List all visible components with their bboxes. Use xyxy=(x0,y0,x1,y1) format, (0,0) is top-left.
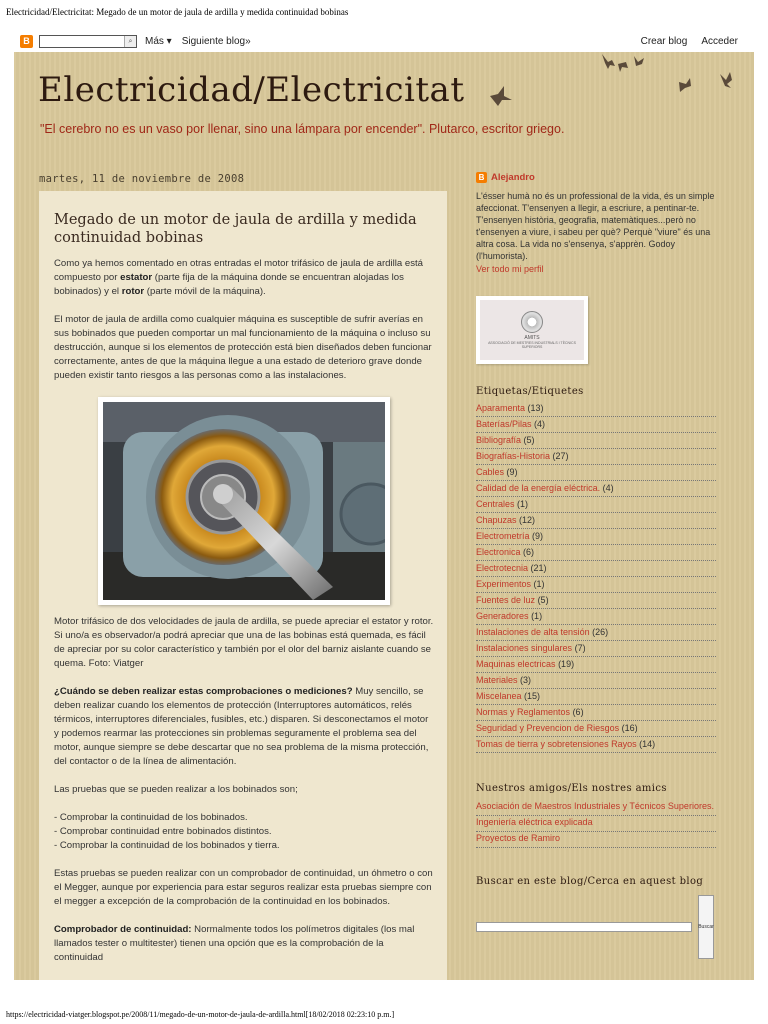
labels-list xyxy=(476,401,716,753)
label-item xyxy=(476,481,716,497)
label-link[interactable]: Electronica xyxy=(476,547,521,557)
label-item xyxy=(476,625,716,641)
label-link[interactable]: Normas y Reglamentos xyxy=(476,707,571,717)
paragraph xyxy=(54,923,434,965)
label-link[interactable]: Fuentes de luz xyxy=(476,595,536,605)
paragraph: Las pruebas que se pueden realizar a los bobinados son; xyxy=(54,784,298,795)
label-count: (27) xyxy=(552,451,569,461)
label-count: (15) xyxy=(524,691,541,701)
label-link[interactable]: Tomas de tierra y sobretensiones Rayos xyxy=(476,739,637,749)
bold-text: Comprobador de continuidad: xyxy=(54,924,192,935)
seal-icon xyxy=(521,311,543,333)
label-item xyxy=(476,513,716,529)
post-title[interactable]: Megado de un motor de jaula de ardilla y medida continuidad bobinas xyxy=(54,212,417,246)
label-link[interactable]: Seguridad y Prevencion de Riesgos xyxy=(476,723,620,733)
friend-link[interactable]: Ingeniería eléctrica explicada xyxy=(476,816,716,832)
blog-title[interactable]: Electricidad/Electricitat xyxy=(38,70,465,110)
label-item xyxy=(476,449,716,465)
label-count: (3) xyxy=(520,675,532,685)
label-item xyxy=(476,689,716,705)
label-count: (6) xyxy=(572,707,584,717)
blogger-logo-icon[interactable]: B xyxy=(20,35,33,48)
blog-description: "El cerebro no es un vaso por llenar, sino una lámpara por encender". Plutarco, escritor griego. xyxy=(40,122,565,136)
label-count: (6) xyxy=(523,547,535,557)
label-count: (1) xyxy=(531,611,543,621)
amits-logo xyxy=(480,300,584,360)
blogger-navbar xyxy=(14,30,754,52)
label-item xyxy=(476,465,716,481)
search-widget xyxy=(476,895,716,959)
label-link[interactable]: Generadores xyxy=(476,611,529,621)
amits-badge[interactable] xyxy=(476,296,588,364)
profile-header xyxy=(476,172,716,183)
label-link[interactable]: Experimentos xyxy=(476,579,532,589)
label-link[interactable]: Maquinas electricas xyxy=(476,659,556,669)
label-item xyxy=(476,417,716,433)
friends-title: Nuestros amigos/Els nostres amics xyxy=(476,783,667,794)
label-count: (13) xyxy=(527,403,544,413)
label-link[interactable]: Chapuzas xyxy=(476,515,517,525)
friends-list xyxy=(476,800,716,848)
label-count: (9) xyxy=(532,531,544,541)
label-link[interactable]: Instalaciones de alta tensión xyxy=(476,627,590,637)
label-count: (9) xyxy=(506,467,518,477)
labels-title: Etiquetas/Etiquetes xyxy=(476,386,584,397)
label-count: (7) xyxy=(574,643,586,653)
motor-photo-image xyxy=(103,402,385,600)
label-link[interactable]: Bibliografía xyxy=(476,435,522,445)
label-link[interactable]: Materiales xyxy=(476,675,518,685)
bird-icon xyxy=(490,86,512,106)
list-item: - Comprobar la continuidad de los bobinados. xyxy=(54,812,248,823)
label-link[interactable]: Electrotecnia xyxy=(476,563,529,573)
view-profile-link[interactable]: Ver todo mi perfil xyxy=(476,264,544,274)
more-menu-button[interactable]: Más ▾ xyxy=(145,35,172,47)
bird-icon xyxy=(618,62,628,72)
bird-icon xyxy=(634,56,644,66)
create-blog-link[interactable]: Crear blog xyxy=(640,35,688,47)
text: Muy sencillo, se deben realizar cuando los elementos de protección (Interruptores automáticos, relés térmicos, interruptores diferenciales, fusibles, etc.) disparen. Si desconectamos el motor y podemos rearmar las protecciones sin problemas seguramente el problema sea del motor, aunque siempre se debe descartar que no sea problema de la misma protección, del contactor o de la línea de alimentación. xyxy=(54,686,429,767)
motor-photo[interactable] xyxy=(98,397,390,605)
label-link[interactable]: Baterías/Pilas xyxy=(476,419,532,429)
label-count: (21) xyxy=(530,563,547,573)
paragraph: El motor de jaula de ardilla como cualquier máquina es susceptible de sufrir averías en sus bobinados que pueden comportar un mal funcionamiento de la máquina o incluso su destrucción, aunque si los elementos de protección está bien diseñados deben funcionar correctamente, antes de que la máquina llegue a una estado de deterioro grave donde pueden existir tanto riesgos a las personas como a las instalaciones. xyxy=(54,314,432,381)
label-count: (16) xyxy=(621,723,638,733)
label-count: (14) xyxy=(639,739,656,749)
blog-search-button[interactable]: Buscar xyxy=(698,895,714,959)
friend-link[interactable]: Asociación de Maestros Industriales y Técnicos Superiores. xyxy=(476,800,716,816)
label-item xyxy=(476,721,716,737)
label-item xyxy=(476,673,716,689)
profile-about: L'ésser humà no és un professional de la vida, és un simple afeccionat. T'ensenyen a llegir, a escriure, a pentinar-te. T'ensenyen història, geografia, matemàtiques...però no t'ensenyen a viure, i sabeu per què? Perquè "viure" és una altra cosa. La vida no s'ensenya, s'apprèn. Godoy (l'humorista). xyxy=(476,191,715,261)
paragraph xyxy=(54,685,434,769)
text: Como ya hemos comentado en otras entradas el motor trifásico de jaula de ardilla está compuesto por xyxy=(54,258,424,283)
label-link[interactable]: Miscelanea xyxy=(476,691,522,701)
label-item xyxy=(476,401,716,417)
print-footer: https://electricidad-viatger.blogspot.pe/2008/11/megado-de-un-motor-de-jaula-de-ardilla.html[18/02/2018 02:23:10 p.m.] xyxy=(6,1010,395,1019)
label-link[interactable]: Calidad de la energía eléctrica. xyxy=(476,483,601,493)
profile-name-link[interactable]: Alejandro xyxy=(491,172,535,183)
label-item xyxy=(476,657,716,673)
search-title: Buscar en este blog/Cerca en aquest blog xyxy=(476,876,704,887)
bird-icon xyxy=(720,72,732,88)
label-item xyxy=(476,737,716,753)
label-link[interactable]: Aparamenta xyxy=(476,403,526,413)
label-count: (5) xyxy=(537,595,549,605)
blog-search-input[interactable] xyxy=(476,922,692,932)
text: Normalmente todos los polímetros digitales (los mal llamados tester o multitester) tienen una opción que es la comprobación de la continuidad xyxy=(54,924,415,963)
label-link[interactable]: Cables xyxy=(476,467,505,477)
blog-page xyxy=(14,52,754,980)
label-item xyxy=(476,545,716,561)
bold-text: rotor xyxy=(121,286,145,297)
label-link[interactable]: Biografías-Historia xyxy=(476,451,551,461)
label-item xyxy=(476,433,716,449)
label-count: (26) xyxy=(592,627,609,637)
badge-title: AMITS xyxy=(524,335,540,341)
bold-text: estator xyxy=(120,272,153,283)
post-date: martes, 11 de noviembre de 2008 xyxy=(39,173,245,185)
post-body xyxy=(54,257,434,979)
label-link[interactable]: Instalaciones singulares xyxy=(476,643,573,653)
paragraph: Estas pruebas se pueden realizar con un comprobador de continuidad, un óhmetro o con el Megger, aunque por experiencia para estar seguros realizar esta pruebas siempre con el megger a excepción de la comprobación de la continuidad en los bobinados. xyxy=(54,868,433,907)
label-count: (4) xyxy=(534,419,546,429)
label-item xyxy=(476,593,716,609)
label-link[interactable]: Centrales xyxy=(476,499,515,509)
label-count: (1) xyxy=(517,499,529,509)
list-item: - Comprobar la continuidad de los bobinados y tierra. xyxy=(54,840,280,851)
label-count: (1) xyxy=(533,579,545,589)
photo-caption: Motor trifásico de dos velocidades de jaula de ardilla, se puede apreciar el estator y rotor. Si uno/a es observador/a podrá apreciar que una de las bobinas está quemada, es fácil de apreciar por su color característico y también por el olor del barniz aislante cuando se quema. Foto: Viatger xyxy=(54,616,434,669)
sign-in-link[interactable]: Acceder xyxy=(701,35,738,47)
navbar-search-input[interactable] xyxy=(39,35,137,48)
next-blog-link[interactable]: Siguiente blog» xyxy=(181,35,251,47)
test-list xyxy=(54,811,434,853)
search-icon[interactable]: ⌕ xyxy=(124,36,136,47)
birds-decoration xyxy=(484,52,754,122)
blogger-profile-icon: B xyxy=(476,172,487,183)
post xyxy=(39,191,447,980)
sidebar xyxy=(476,172,716,959)
label-count: (19) xyxy=(558,659,575,669)
label-count: (4) xyxy=(602,483,614,493)
text: (parte fija de la máquina donde se encuentran alojadas los bobinados) y el xyxy=(54,272,404,297)
badge-subtitle: ASSOCIACIÓ DE MESTRES INDUSTRIALS I TÈCNICS SUPERIORS xyxy=(488,341,576,349)
friend-link[interactable]: Proyectos de Ramiro xyxy=(476,832,716,848)
label-item xyxy=(476,529,716,545)
label-item xyxy=(476,641,716,657)
label-link[interactable]: Electrometría xyxy=(476,531,530,541)
label-count: (5) xyxy=(523,435,535,445)
label-item xyxy=(476,609,716,625)
label-item xyxy=(476,561,716,577)
print-header: Electricidad/Electricitat: Megado de un motor de jaula de ardilla y medida continuidad bobinas xyxy=(6,7,349,17)
bird-icon xyxy=(679,78,691,92)
paragraph xyxy=(54,257,434,299)
bird-icon xyxy=(602,54,615,69)
bold-text: ¿Cuándo se deben realizar estas comprobaciones o mediciones? xyxy=(54,686,353,697)
label-item xyxy=(476,577,716,593)
list-item: - Comprobar continuidad entre bobinados distintos. xyxy=(54,826,272,837)
label-item xyxy=(476,497,716,513)
text: (parte móvil de la máquina). xyxy=(144,286,266,297)
label-count: (12) xyxy=(519,515,536,525)
label-item xyxy=(476,705,716,721)
